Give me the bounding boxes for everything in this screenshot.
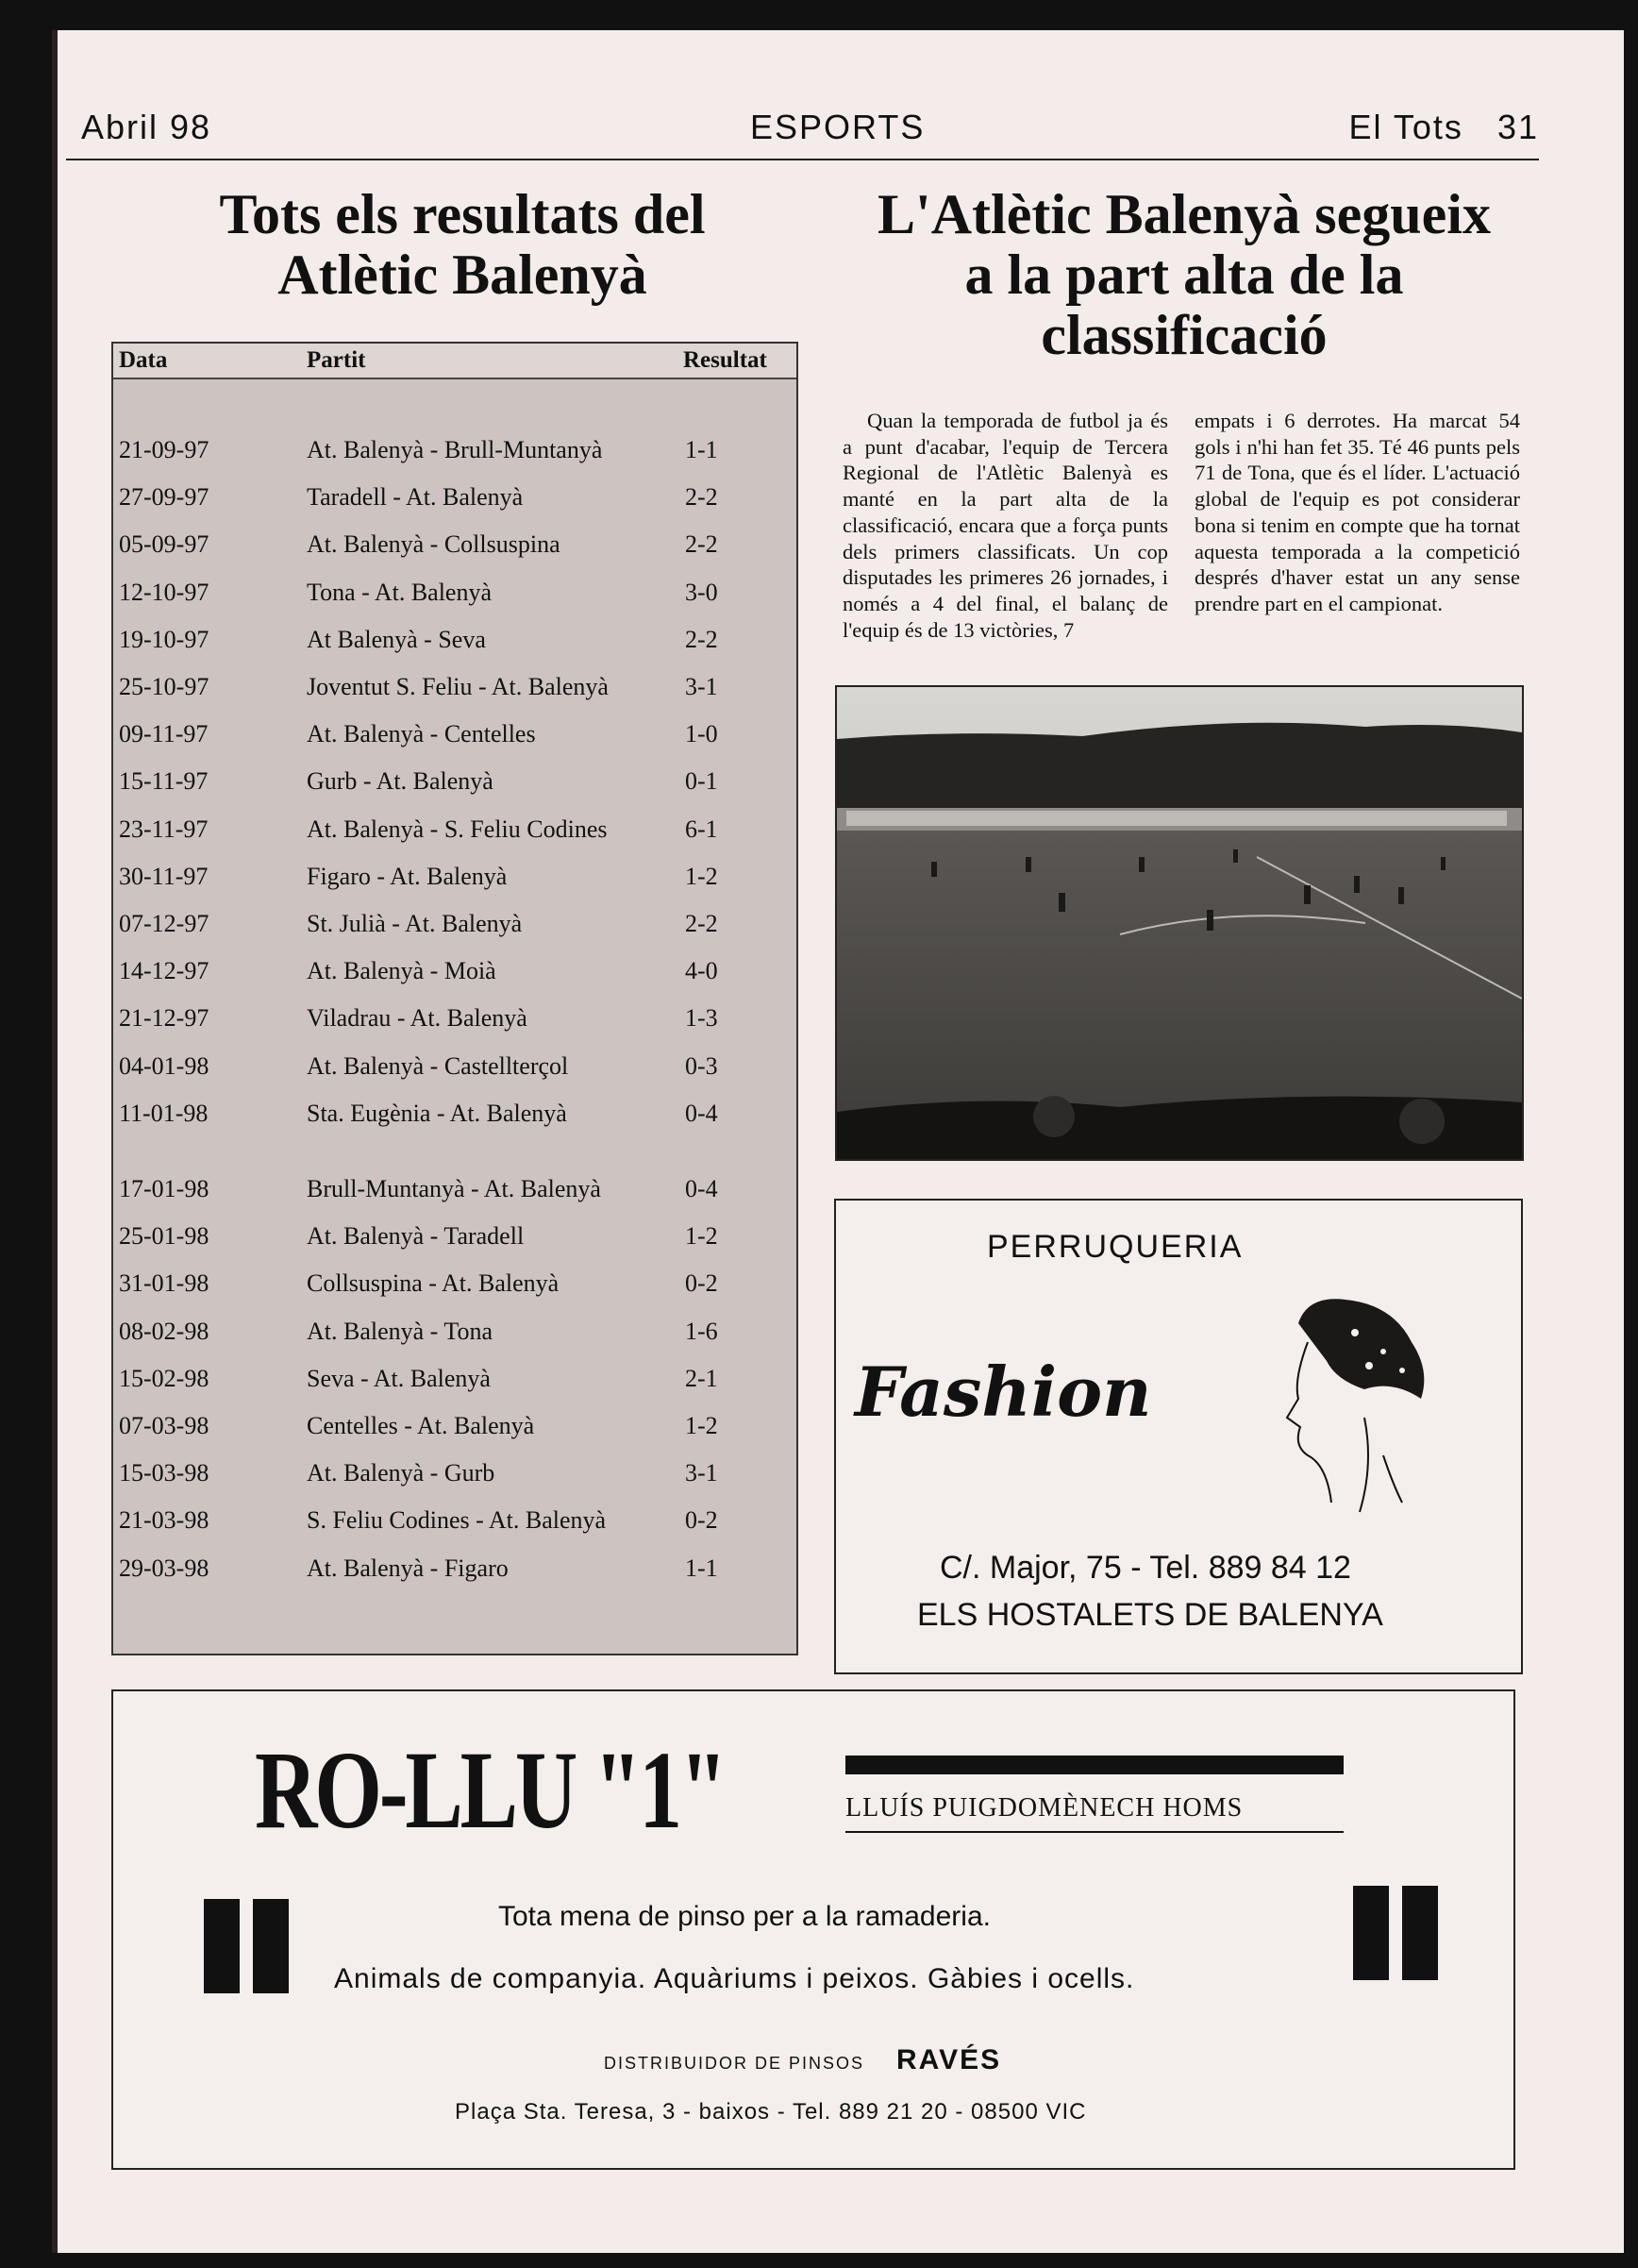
cell-match: Sta. Eugènia - At. Balenyà [307, 1099, 567, 1127]
ad-address: Plaça Sta. Teresa, 3 - baixos - Tel. 889 21 20 - 08500 VIC [455, 2099, 1087, 2125]
table-row [113, 1266, 796, 1302]
table-row [113, 575, 796, 611]
cell-result: 2-2 [685, 910, 718, 937]
cell-result: 4-0 [685, 957, 718, 985]
football-field-image [837, 687, 1522, 1159]
cell-match: At. Balenyà - Collsuspina [307, 530, 560, 559]
owner-underline [845, 1831, 1344, 1833]
results-title [170, 184, 755, 305]
ad-line-1: Tota mena de pinso per a la ramaderia. [498, 1901, 991, 1932]
cell-match: Figaro - At. Balenyà [307, 862, 508, 890]
cell-date: 12-10-97 [119, 578, 209, 606]
cell-match: At. Balenyà - Gurb [307, 1459, 495, 1487]
cell-result: 0-2 [685, 1506, 718, 1535]
cell-date: 29-03-98 [119, 1554, 209, 1582]
cell-result: 2-2 [685, 530, 718, 559]
cell-match: Centelles - At. Balenyà [307, 1412, 535, 1439]
fashion-hairdresser-ad [834, 1199, 1523, 1674]
page-number: 31 [1496, 108, 1539, 146]
table-row [113, 764, 796, 799]
cell-result: 0-3 [685, 1051, 718, 1080]
cell-match: St. Julià - At. Balenyà [307, 910, 523, 937]
cell-match: Gurb - At. Balenyà [307, 767, 493, 796]
cell-match: At. Balenyà - Taradell [307, 1222, 525, 1251]
ad-heading: PERRUQUERIA [987, 1229, 1244, 1265]
cell-date: 23-11-97 [119, 815, 209, 843]
cell-match: At. Balenyà - Brull-Muntanyà [307, 436, 603, 463]
cell-result: 6-1 [685, 815, 718, 843]
cell-date: 17-01-98 [119, 1175, 209, 1202]
football-match-photo [835, 685, 1524, 1161]
table-row [113, 479, 796, 515]
cell-date: 07-03-98 [119, 1412, 209, 1439]
table-row [113, 1551, 796, 1587]
distributor-label: DISTRIBUIDOR DE PINSOS [604, 2054, 865, 2073]
cell-date: 04-01-98 [119, 1051, 209, 1080]
cell-match: At Balenyà - Seva [307, 625, 486, 653]
header-date: Data [119, 347, 168, 373]
table-row [113, 1408, 796, 1444]
article-title-line: a la part alta de la [964, 244, 1404, 306]
table-row [113, 716, 796, 752]
header-match: Partit [307, 347, 366, 373]
cell-match: At. Balenyà - Tona [307, 1317, 493, 1345]
cell-date: 11-01-98 [119, 1099, 209, 1127]
cell-match: Joventut S. Feliu - At. Balenyà [307, 673, 609, 700]
cell-match: S. Feliu Codines - At. Balenyà [307, 1506, 607, 1535]
cell-result: 1-2 [685, 862, 718, 890]
results-table [111, 342, 798, 1655]
cell-result: 1-1 [685, 436, 718, 463]
cell-result: 0-2 [685, 1269, 718, 1298]
table-row [113, 622, 796, 658]
ad-brand-rollu: RO-LLU "1" [255, 1728, 725, 1852]
ad-town: ELS HOSTALETS DE BALENYA [917, 1597, 1383, 1633]
cell-result: 1-2 [685, 1222, 718, 1251]
table-row [113, 953, 796, 989]
cell-match: Tona - At. Balenyà [307, 578, 493, 606]
cell-match: At. Balenyà - S. Feliu Codines [307, 815, 608, 843]
ad-address: C/. Major, 75 - Tel. 889 84 12 [940, 1550, 1351, 1586]
cell-result: 3-0 [685, 578, 718, 606]
table-row [113, 432, 796, 468]
article-column-1: Quan la temporada de futbol ja és a punt d'acabar, l'equip de Tercera Regional de l'Atlètic Balenyà es manté en la part alta de la classificació, encara que a força punts dels primers classificats. Un cop disputades les primeres 26 jornades, i només a 4 del final, el balanç de l'equip és de 13 victòries, 7 [843, 409, 1168, 642]
rollu-feed-ad [111, 1689, 1515, 2170]
article-title [821, 184, 1547, 365]
table-row [113, 859, 796, 895]
cell-match: Seva - At. Balenyà [307, 1364, 491, 1392]
woman-profile-logo [1251, 1276, 1440, 1521]
cell-match: At. Balenyà - Centelles [307, 720, 536, 748]
table-row [113, 527, 796, 563]
cell-date: 31-01-98 [119, 1269, 209, 1298]
table-row [113, 1503, 796, 1538]
cell-result: 0-1 [685, 767, 718, 796]
cell-date: 25-01-98 [119, 1222, 209, 1251]
cell-date: 05-09-97 [119, 530, 209, 559]
table-row [113, 1171, 796, 1207]
ad-brand: Fashion [855, 1352, 1152, 1432]
publication-name: El Tots [1348, 108, 1463, 146]
cell-result: 1-3 [685, 1004, 718, 1033]
cell-result: 0-4 [685, 1175, 718, 1202]
table-row [113, 1049, 796, 1084]
cell-result: 0-4 [685, 1099, 718, 1127]
owner-divider [845, 1756, 1344, 1774]
cell-date: 15-02-98 [119, 1364, 209, 1392]
results-title-line: Atlètic Balenyà [277, 244, 647, 306]
ad-owner: LLUÍS PUIGDOMÈNECH HOMS [845, 1793, 1244, 1823]
distributor-brand: RAVÉS [896, 2044, 1002, 2075]
article-title-line: L'Atlètic Balenyà segueix [878, 183, 1491, 245]
table-row [113, 1096, 796, 1132]
cell-date: 25-10-97 [119, 673, 209, 700]
cell-result: 1-6 [685, 1317, 718, 1345]
ad-line-2: Animals de companyia. Aquàriums i peixos. Gàbies i ocells. [334, 1963, 1135, 1994]
table-row [113, 1361, 796, 1397]
table-row [113, 1455, 796, 1491]
cell-date: 07-12-97 [119, 910, 209, 937]
cell-date: 08-02-98 [119, 1317, 209, 1345]
table-row [113, 812, 796, 848]
cell-match: Taradell - At. Balenyà [307, 483, 524, 512]
page-header [66, 79, 1539, 160]
cell-date: 15-03-98 [119, 1459, 209, 1487]
table-row [113, 1000, 796, 1036]
cell-match: At. Balenyà - Moià [307, 957, 496, 985]
cell-date: 27-09-97 [119, 483, 209, 512]
cell-date: 21-09-97 [119, 436, 209, 463]
cell-match: Viladrau - At. Balenyà [307, 1004, 527, 1033]
header-result: Resultat [683, 347, 767, 373]
cell-result: 3-1 [685, 673, 718, 700]
cell-match: Brull-Muntanyà - At. Balenyà [307, 1175, 601, 1202]
results-title-line: Tots els resultats del [219, 183, 706, 245]
article-title-line: classificació [1041, 304, 1328, 366]
article-column-2: empats i 6 derrotes. Ha marcat 54 gols i n'hi han fet 35. Té 46 punts pels 71 de Tona, que és el líder. L'actuació global de l'equip es pot considerar bona si tenim en compte que ha tornat aquesta temporada a la competició després d'haver estat un any sense prendre part en el campionat. [1195, 409, 1520, 615]
cell-match: At. Balenyà - Figaro [307, 1554, 509, 1582]
cell-date: 09-11-97 [119, 720, 209, 748]
table-header [113, 344, 796, 379]
cell-result: 3-1 [685, 1459, 718, 1487]
publication-page [1349, 108, 1539, 147]
cell-result: 2-2 [685, 625, 718, 653]
cell-result: 2-2 [685, 483, 718, 512]
issue-date: Abril 98 [81, 108, 212, 146]
cell-date: 15-11-97 [119, 767, 209, 796]
cell-result: 1-2 [685, 1412, 718, 1439]
cell-result: 1-0 [685, 720, 718, 748]
section-name: ESPORTS [750, 108, 926, 146]
cell-date: 14-12-97 [119, 957, 209, 985]
cell-result: 2-1 [685, 1364, 718, 1392]
decor-bars-left [204, 1899, 296, 1993]
cell-date: 30-11-97 [119, 862, 209, 890]
decor-bars-right [1353, 1886, 1446, 1980]
cell-match: Collsuspina - At. Balenyà [307, 1269, 560, 1298]
cell-date: 19-10-97 [119, 625, 209, 653]
cell-date: 21-03-98 [119, 1506, 209, 1535]
table-row [113, 1314, 796, 1350]
table-row [113, 1218, 796, 1254]
table-row [113, 906, 796, 942]
cell-date: 21-12-97 [119, 1004, 209, 1033]
cell-result: 1-1 [685, 1554, 718, 1582]
cell-match: At. Balenyà - Castellterçol [307, 1051, 569, 1080]
table-row [113, 669, 796, 705]
